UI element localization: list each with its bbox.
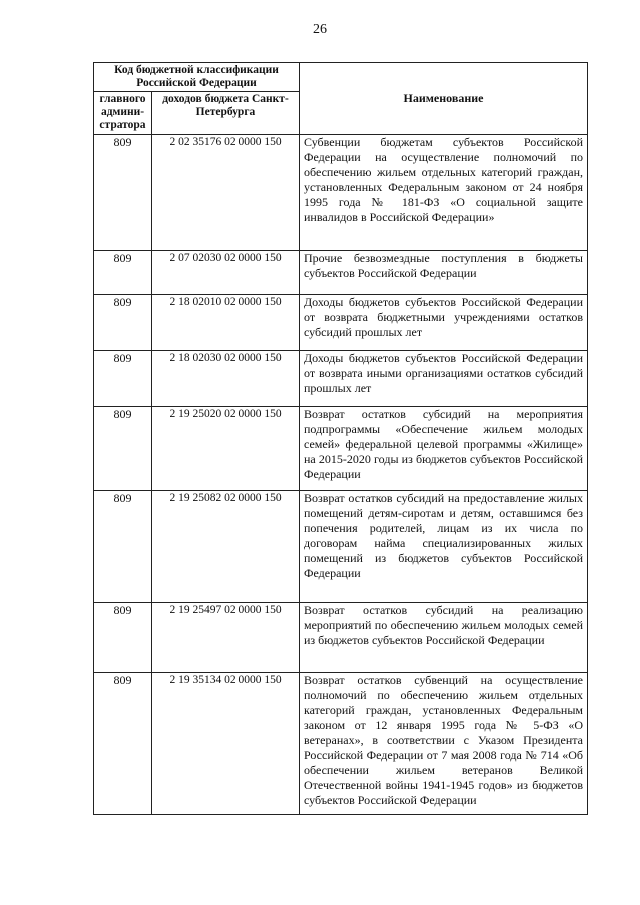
table-row (94, 491, 588, 603)
revenue-code-cell: 2 18 02010 02 0000 150 (152, 295, 300, 351)
table-body (94, 135, 588, 815)
header-name: Наименование (300, 63, 588, 135)
admin-code-cell: 809 (94, 407, 152, 491)
table-row (94, 407, 588, 491)
revenue-code-cell: 2 19 25497 02 0000 150 (152, 603, 300, 673)
admin-code-cell: 809 (94, 135, 152, 251)
name-cell: Доходы бюджетов субъектов Российской Федерации от возврата бюджетными учреждениями остатков субсидий прошлых лет (300, 295, 588, 351)
name-cell: Прочие безвозмездные поступления в бюджеты субъектов Российской Федерации (300, 251, 588, 295)
table-row (94, 351, 588, 407)
page-number: 26 (313, 22, 327, 37)
budget-classification-table (93, 62, 588, 815)
revenue-code-cell: 2 19 35134 02 0000 150 (152, 673, 300, 815)
table-row (94, 295, 588, 351)
admin-code-cell: 809 (94, 251, 152, 295)
table-row (94, 135, 588, 251)
admin-code-cell: 809 (94, 295, 152, 351)
revenue-code-cell: 2 18 02030 02 0000 150 (152, 351, 300, 407)
name-cell: Возврат остатков субсидий на мероприятия подпрограммы «Обеспечение жильем молодых семей» федеральной целевой программы «Жилище» на 2015-2020 годы из бюджетов субъектов Российской Федерации (300, 407, 588, 491)
name-cell: Возврат остатков субсидий на реализацию мероприятий по обеспечению жильем молодых семей из бюджетов субъектов Российской Федерации (300, 603, 588, 673)
revenue-code-cell: 2 02 35176 02 0000 150 (152, 135, 300, 251)
revenue-code-cell: 2 07 02030 02 0000 150 (152, 251, 300, 295)
revenue-code-cell: 2 19 25082 02 0000 150 (152, 491, 300, 603)
table-row (94, 251, 588, 295)
revenue-code-cell: 2 19 25020 02 0000 150 (152, 407, 300, 491)
admin-code-cell: 809 (94, 603, 152, 673)
table-row (94, 603, 588, 673)
admin-code-cell: 809 (94, 351, 152, 407)
table-row (94, 673, 588, 815)
header-admin: главного админи-стратора (94, 92, 152, 135)
admin-code-cell: 809 (94, 673, 152, 815)
name-cell: Возврат остатков субвенций на осуществление полномочий по обеспечению жильем отдельных категорий граждан, установленных Федеральным законом от 12 января 1995 года № 5-ФЗ «О ветеранах», в соответствии с Указом Президента Российской Федерации от 7 мая 2008 года № 714 «Об обеспечении жильем ветеранов Великой Отечественной войны 1941-1945 годов» из бюджетов субъектов Российской Федерации (300, 673, 588, 815)
header-revenue: доходов бюджета Санкт-Петербурга (152, 92, 300, 135)
header-row-group (94, 63, 588, 92)
admin-code-cell: 809 (94, 491, 152, 603)
name-cell: Субвенции бюджетам субъектов Российской Федерации на осуществление полномочий по обеспечению жильем отдельных категорий граждан, установленных Федеральным законом от 24 ноября 1995 года № 181-ФЗ «О социальной защите инвалидов в Российской Федерации» (300, 135, 588, 251)
name-cell: Возврат остатков субсидий на предоставление жилых помещений детям-сиротам и детям, оставшимся без попечения родителей, лицам из их числа по договорам найма специализированных жилых помещений из бюджетов субъектов Российской Федерации (300, 491, 588, 603)
name-cell: Доходы бюджетов субъектов Российской Федерации от возврата иными организациями остатков субсидий прошлых лет (300, 351, 588, 407)
header-classification-code: Код бюджетной классификации Российской Федерации (94, 63, 300, 92)
